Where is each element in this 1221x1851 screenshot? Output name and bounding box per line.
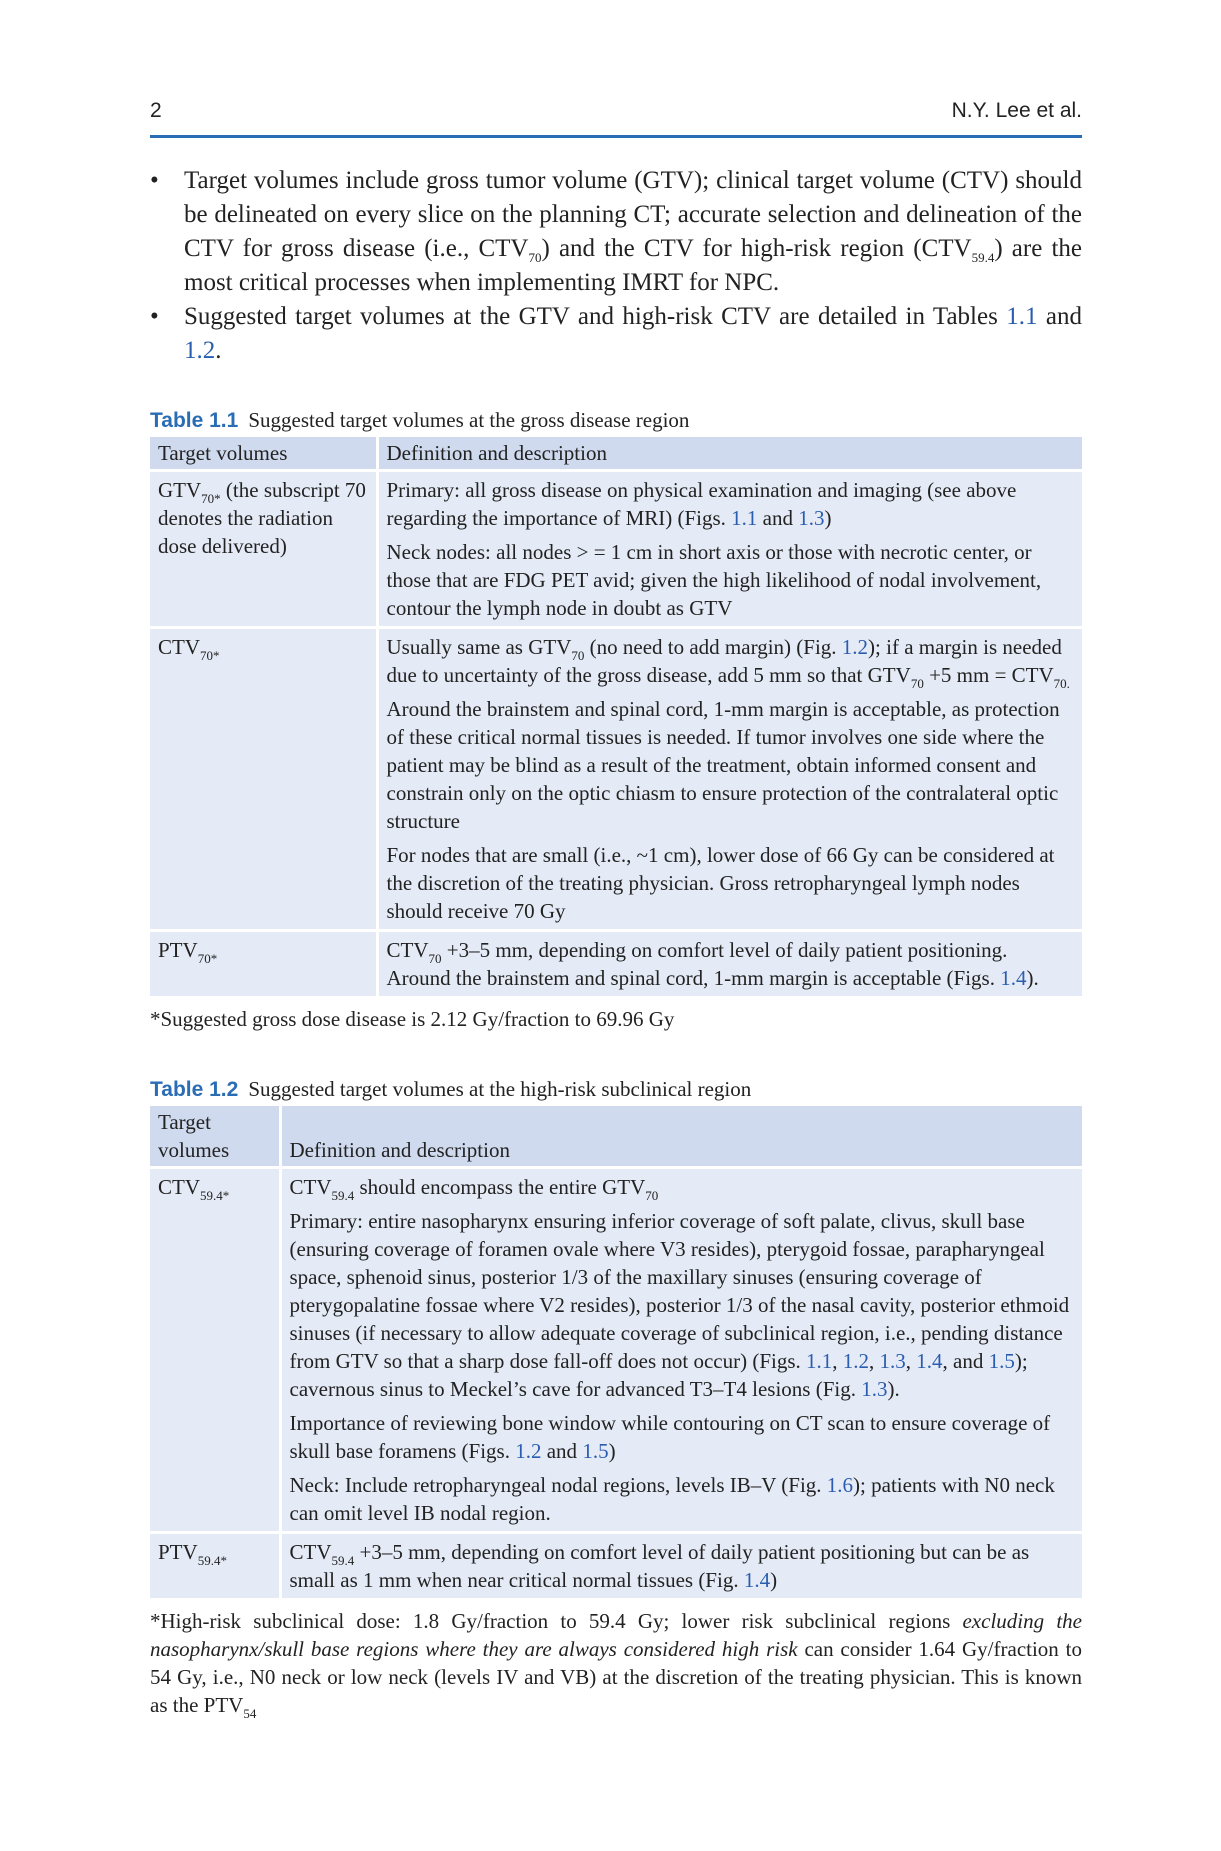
text-run: ); patients with N0 neck can omit level IB nodal region. xyxy=(289,1473,1055,1525)
text-run: Around the brainstem and spinal cord, 1-mm margin is acceptable, as protection of these critical normal tissues is needed. If tumor involves one side where the patient may be blind as a result of the treatment, obtain informed consent and constrain only on the optic chiasm to ensure protection of the contralateral optic structure xyxy=(386,697,1060,833)
figure-reference-link[interactable]: 1.5 xyxy=(582,1439,609,1463)
figure-reference-link[interactable]: 1.6 xyxy=(826,1473,854,1497)
bullet-text: . xyxy=(215,337,222,364)
text-run: Neck nodes: all nodes > = 1 cm in short axis or those with necrotic center, or those that are FDG PET avid; given the high likelihood of nodal involvement, contour the lymph node in doubt as GTV xyxy=(386,540,1042,620)
text-run: ) xyxy=(824,506,832,530)
text-run: ) xyxy=(608,1439,616,1463)
text-run: can consider 1.64 Gy/fraction to 54 Gy, i.e., N0 neck or low neck (levels IV and VB) at the discretion of the treating physician. This is known as the PTV xyxy=(150,1637,1082,1717)
bullet-text: and xyxy=(1037,303,1082,330)
column-header-target: Target volumes xyxy=(150,1106,280,1168)
text-run: and xyxy=(541,1439,583,1463)
bullet-icon: • xyxy=(150,303,159,330)
definition-cell xyxy=(377,471,1082,628)
text-run: ). xyxy=(1026,966,1039,990)
text-run: ); if a margin is needed due to uncertainty of the gross disease, add 5 mm so that GTV xyxy=(386,635,1062,687)
target-volume-name: PTV xyxy=(158,938,198,962)
figure-reference-link[interactable]: 1.3 xyxy=(879,1349,906,1373)
target-volume-cell xyxy=(150,471,377,628)
figure-reference-link[interactable]: 1.1 xyxy=(806,1349,833,1373)
column-header-definition: Definition and description xyxy=(280,1106,1082,1168)
text-run: should encompass the entire GTV xyxy=(354,1175,646,1199)
table-reference-link[interactable]: 1.1 xyxy=(1006,303,1038,330)
table-row xyxy=(150,628,1082,931)
figure-reference-link[interactable]: 1.5 xyxy=(988,1349,1015,1373)
definition-paragraph xyxy=(387,538,1075,622)
table-2-footnote xyxy=(150,1607,1082,1719)
subscript: 59.4* xyxy=(200,1188,230,1203)
table-1 xyxy=(150,437,1082,999)
subscript: 70 xyxy=(645,1188,659,1203)
definition-cell xyxy=(377,628,1082,931)
running-head-authors: N.Y. Lee et al. xyxy=(951,99,1082,122)
table-1-caption xyxy=(150,408,1082,433)
bullet-text: Suggested target volumes at the GTV and high-risk CTV are detailed in Tables xyxy=(184,303,1007,330)
text-run: Usually same as GTV xyxy=(386,635,572,659)
definition-paragraph xyxy=(387,476,1075,532)
bullet-item-suggested-volumes xyxy=(150,300,1082,368)
table-1-footnote: *Suggested gross dose disease is 2.12 Gy/fraction to 69.96 Gy xyxy=(150,1007,675,1031)
table-row xyxy=(150,931,1082,998)
text-run: , and xyxy=(942,1349,989,1373)
subscript: 59.4 xyxy=(331,1188,355,1203)
target-volume-name: CTV xyxy=(158,1175,200,1199)
subscript: 70* xyxy=(200,648,220,663)
text-run: , xyxy=(832,1349,843,1373)
text-run: +3–5 mm, depending on comfort level of daily patient positioning but can be as small as 1 mm when near critical normal tissues (Fig. xyxy=(289,1540,1030,1592)
text-run: ) xyxy=(770,1568,778,1592)
column-header-target: Target volumes xyxy=(150,437,377,471)
target-volume-cell xyxy=(150,628,377,931)
figure-reference-link[interactable]: 1.1 xyxy=(731,506,758,530)
table-row xyxy=(150,471,1082,628)
target-volume-name: CTV xyxy=(158,635,200,659)
header-rule xyxy=(150,135,1082,138)
definition-paragraph xyxy=(290,1538,1075,1594)
bullet-icon: • xyxy=(150,167,159,194)
text-run: ). xyxy=(887,1377,900,1401)
emphasis-text: excluding the nasopharynx/skull base regions where they are always considered high risk xyxy=(150,1609,1082,1661)
definition-paragraph xyxy=(290,1409,1075,1465)
table-1-label: Table 1.1 xyxy=(150,409,239,432)
text-run: and xyxy=(757,506,799,530)
definition-paragraph xyxy=(290,1471,1075,1527)
page-number: 2 xyxy=(150,99,162,122)
subscript: 70 xyxy=(528,250,542,265)
bullet-text: ) and the CTV for high-risk region (CTV xyxy=(541,235,972,262)
bullet-text: Target volumes include gross tumor volume (GTV); clinical target volume (CTV) should be delineated on every slice on the planning CT; accurate selection and delineation of the CTV for gross disease (i.e., CTV xyxy=(184,167,1082,262)
table-header-row xyxy=(150,437,1082,471)
figure-reference-link[interactable]: 1.3 xyxy=(861,1377,888,1401)
figure-reference-link[interactable]: 1.2 xyxy=(515,1439,542,1463)
subscript: 70* xyxy=(201,491,221,506)
figure-reference-link[interactable]: 1.2 xyxy=(842,1349,870,1373)
text-run: ); cavernous sinus to Meckel’s cave for advanced T3–T4 lesions (Fig. xyxy=(289,1349,1028,1401)
table-row xyxy=(150,1168,1082,1533)
table-1-title: Suggested target volumes at the gross disease region xyxy=(248,408,690,432)
text-run: CTV xyxy=(289,1540,332,1564)
table-2-title: Suggested target volumes at the high-risk subclinical region xyxy=(248,1077,752,1101)
text-run: Primary: all gross disease on physical examination and imaging (see above regarding the importance of MRI) (Figs. xyxy=(386,478,1017,530)
definition-cell xyxy=(280,1533,1082,1600)
table-row xyxy=(150,1533,1082,1600)
definition-cell xyxy=(377,931,1082,998)
definition-paragraph xyxy=(387,695,1075,835)
table-2-label: Table 1.2 xyxy=(150,1078,239,1101)
subscript: 59.4* xyxy=(197,1553,227,1568)
bullet-text: ) are the most critical processes when implementing IMRT for NPC. xyxy=(184,235,1082,296)
definition-paragraph xyxy=(387,936,1075,992)
target-volume-name: GTV xyxy=(158,478,202,502)
subscript: 54 xyxy=(243,1706,257,1721)
target-volume-name: PTV xyxy=(158,1540,198,1564)
text-run: +3–5 mm, depending on comfort level of daily patient positioning. Around the brainstem and spinal cord, 1-mm margin is acceptable (Figs. xyxy=(386,938,1008,990)
subscript: 59.4 xyxy=(331,1553,355,1568)
bullet-item-target-volumes xyxy=(150,164,1082,300)
text-run: *High-risk subclinical dose: 1.8 Gy/fraction to 59.4 Gy; lower risk subclinical regions xyxy=(150,1609,963,1633)
definition-paragraph xyxy=(387,633,1075,689)
text-run: CTV xyxy=(386,938,429,962)
figure-reference-link[interactable]: 1.4 xyxy=(916,1349,943,1373)
subscript: 70 xyxy=(571,648,585,663)
table-2-caption xyxy=(150,1077,1082,1102)
text-run: , xyxy=(869,1349,880,1373)
text-run: Neck: Include retropharyngeal nodal regions, levels IB–V (Fig. xyxy=(289,1473,827,1497)
table-header-row xyxy=(150,1106,1082,1168)
target-volume-cell xyxy=(150,1168,280,1533)
figure-reference-link[interactable]: 1.4 xyxy=(743,1568,771,1592)
book-page xyxy=(150,95,1082,1719)
definition-paragraph xyxy=(290,1173,1075,1201)
subscript: 70* xyxy=(197,951,218,966)
figure-reference-link[interactable]: 1.3 xyxy=(798,506,825,530)
text-run: Importance of reviewing bone window while contouring on CT scan to ensure coverage of skull base foramens (Figs. xyxy=(289,1411,1051,1463)
table-2 xyxy=(150,1106,1082,1601)
definition-cell xyxy=(280,1168,1082,1533)
text-run: CTV xyxy=(289,1175,332,1199)
table-reference-link[interactable]: 1.2 xyxy=(184,337,216,364)
target-volume-cell xyxy=(150,1533,280,1600)
subscript: 70 xyxy=(910,676,924,691)
running-header xyxy=(150,95,1082,131)
definition-paragraph xyxy=(290,1207,1075,1403)
figure-reference-link[interactable]: 1.2 xyxy=(841,635,869,659)
column-header-definition: Definition and description xyxy=(377,437,1082,471)
figure-reference-link[interactable]: 1.4 xyxy=(1000,966,1027,990)
definition-paragraph xyxy=(387,841,1075,925)
subscript: 70 xyxy=(428,951,442,966)
text-run: Primary: entire nasopharynx ensuring inferior coverage of soft palate, clivus, skull base (ensuring coverage of foramen ovale where V3 resides), pterygoid fossae, parapharyngeal space, sphenoid sinus, posterior 1/3 of the maxillary sinuses (ensuring coverage of pterygopalatine fossae where V2 resides), posterior 1/3 of the nasal cavity, posterior ethmoid sinuses (if necessary to allow adequate coverage of subclinical region, i.e., pending distance from GTV so that a sharp dose fall-off does not occur) (Figs. xyxy=(289,1209,1070,1373)
text-run: For nodes that are small (i.e., ~1 cm), lower dose of 66 Gy can be considered at the discretion of the treating physician. Gross retropharyngeal lymph nodes should receive 70 Gy xyxy=(386,843,1055,923)
target-volume-note: (the subscript 70 denotes the radiation dose delivered) xyxy=(158,478,366,558)
text-run: +5 mm = CTV xyxy=(923,663,1054,687)
text-run: (no need to add margin) (Fig. xyxy=(584,635,842,659)
text-run: , xyxy=(905,1349,917,1373)
bullet-list xyxy=(150,164,1082,368)
subscript: 70. xyxy=(1053,676,1070,691)
target-volume-cell xyxy=(150,931,377,998)
subscript: 59.4 xyxy=(971,250,995,265)
